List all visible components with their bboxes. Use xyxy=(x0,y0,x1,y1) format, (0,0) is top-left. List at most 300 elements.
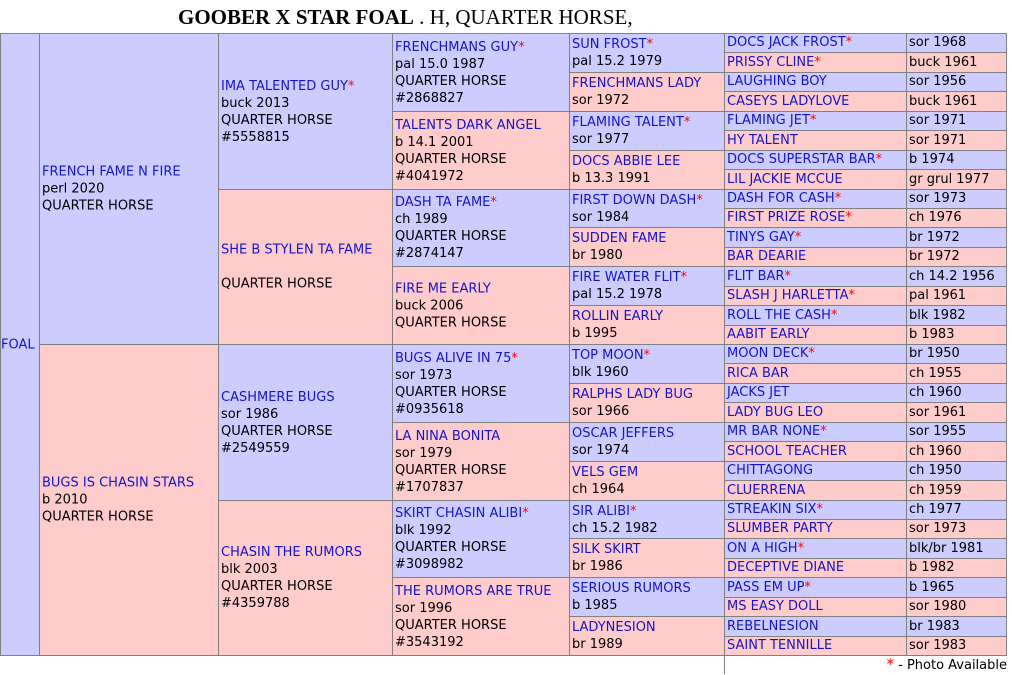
horse-detail: blk 1992 xyxy=(395,523,452,538)
horse-name-link[interactable]: DASH FOR CASH xyxy=(727,191,835,206)
gen5-detail-cell xyxy=(906,189,1007,209)
horse-detail: ch 1977 xyxy=(909,502,962,517)
photo-star-icon: * xyxy=(696,192,703,208)
horse-name-link[interactable]: ROLLIN EARLY xyxy=(572,309,664,324)
gen4-horse-info xyxy=(572,464,724,498)
horse-name-link[interactable]: SILK SKIRT xyxy=(572,542,641,557)
photo-star-icon: * xyxy=(814,55,821,70)
horse-name-link[interactable]: LA NINA BONITA xyxy=(395,428,501,444)
horse-name-link[interactable]: FRENCHMANS GUY xyxy=(395,39,519,55)
photo-star-icon: * xyxy=(797,541,805,556)
foal-cell xyxy=(0,33,40,656)
gen5-detail-cell xyxy=(906,227,1007,248)
photo-star-icon: * xyxy=(820,424,827,439)
horse-detail: QUARTER HORSE xyxy=(221,276,333,292)
gen5-name-cell xyxy=(724,538,907,559)
horse-detail: ch 14.2 1956 xyxy=(909,269,995,284)
gen5-detail-cell xyxy=(906,636,1007,656)
foal-inner xyxy=(1,336,39,353)
horse-detail: b 14.1 2001 xyxy=(395,134,474,150)
horse-detail: br 1983 xyxy=(909,619,960,634)
horse-detail: QUARTER HORSE xyxy=(42,509,154,525)
horse-detail: b 1982 xyxy=(909,560,955,575)
photo-star-icon: * xyxy=(834,191,842,206)
gen1-horse-info xyxy=(42,164,218,215)
gen5-name-cell xyxy=(724,616,907,637)
photo-star-icon: * xyxy=(845,210,852,225)
horse-detail: #0935618 xyxy=(395,401,464,417)
photo-star-icon: * xyxy=(886,655,894,673)
photo-star-icon: * xyxy=(848,288,856,303)
photo-star-icon: * xyxy=(816,502,824,517)
gen5-name-cell xyxy=(724,91,907,112)
gen4-horse-cell xyxy=(569,189,725,228)
photo-available-text: - Photo Available xyxy=(893,658,1007,673)
gen2-horse-cell xyxy=(218,189,393,345)
gen5-name-cell xyxy=(724,111,907,131)
gen5-name-cell xyxy=(724,305,907,326)
horse-name-link[interactable]: LADYNESION xyxy=(572,620,656,635)
gen3-horse-cell xyxy=(392,422,570,501)
horse-name-link[interactable]: REBELNESION xyxy=(727,619,819,634)
gen4-horse-info xyxy=(572,580,724,614)
gen5-detail-cell xyxy=(906,383,1007,403)
gen4-horse-info xyxy=(572,386,724,420)
horse-name-link[interactable]: CASEYS LADYLOVE xyxy=(727,94,850,109)
gen5-name-cell xyxy=(724,169,907,190)
gen4-horse-info xyxy=(572,347,724,381)
gen5-detail-cell xyxy=(906,72,1007,92)
horse-detail: QUARTER HORSE xyxy=(221,423,333,439)
gen5-detail-cell xyxy=(906,519,1007,539)
horse-detail: blk/br 1981 xyxy=(909,541,984,556)
horse-detail: sor 1971 xyxy=(909,133,967,148)
gen3-horse-cell xyxy=(392,33,570,112)
gen5-name-cell xyxy=(724,480,907,501)
gen4-horse-cell xyxy=(569,500,725,539)
gen5-name-cell xyxy=(724,500,907,520)
horse-detail: b 2010 xyxy=(42,492,88,508)
horse-detail: br 1972 xyxy=(909,249,960,264)
foal-label[interactable]: FOAL xyxy=(1,337,35,352)
horse-detail: buck 1961 xyxy=(909,94,978,109)
horse-detail: pal 15.2 1979 xyxy=(572,54,663,69)
gen5-name-cell xyxy=(724,208,907,228)
gen5-name-cell xyxy=(724,247,907,267)
gen3-horse-info xyxy=(395,428,569,496)
gen5-name-cell xyxy=(724,286,907,306)
horse-name-link[interactable]: JACKS JET xyxy=(727,385,790,400)
photo-star-icon: * xyxy=(511,350,518,366)
gen5-detail-cell xyxy=(906,52,1007,73)
horse-name-link[interactable]: SLUMBER PARTY xyxy=(727,521,833,536)
horse-detail: sor 1984 xyxy=(572,209,630,225)
gen4-horse-cell xyxy=(569,616,725,656)
gen5-detail-cell xyxy=(906,247,1007,267)
horse-detail: br 1986 xyxy=(572,559,623,574)
horse-detail: buck 1961 xyxy=(909,55,978,70)
horse-detail: buck 2013 xyxy=(221,95,290,111)
gen5-name-cell xyxy=(724,461,907,481)
gen5-name-cell xyxy=(724,577,907,598)
gen3-horse-cell xyxy=(392,500,570,578)
horse-name-link[interactable]: DECEPTIVE DIANE xyxy=(727,560,845,575)
gen3-horse-cell xyxy=(392,266,570,345)
horse-detail: sor 1971 xyxy=(909,113,967,128)
gen5-name-cell xyxy=(724,227,907,248)
gen4-horse-cell xyxy=(569,266,725,306)
horse-name-link[interactable]: FLIT BAR xyxy=(727,269,785,284)
gen5-detail-cell xyxy=(906,150,1007,170)
horse-name-link[interactable]: THE RUMORS ARE TRUE xyxy=(395,583,552,599)
horse-detail: QUARTER HORSE xyxy=(395,384,507,400)
horse-detail: perl 2020 xyxy=(42,181,105,197)
horse-detail: sor 1986 xyxy=(221,406,279,422)
gen5-name-cell xyxy=(724,422,907,442)
photo-star-icon: * xyxy=(680,270,688,285)
horse-detail: b 1965 xyxy=(909,580,955,595)
horse-detail: #4041972 xyxy=(395,168,464,184)
horse-detail: QUARTER HORSE xyxy=(395,462,507,478)
horse-name-link[interactable]: TOP MOON xyxy=(572,348,644,363)
horse-detail: sor 1972 xyxy=(572,93,630,108)
horse-name-link[interactable]: SERIOUS RUMORS xyxy=(572,581,691,596)
horse-name-link[interactable]: FIRE ME EARLY xyxy=(395,281,491,296)
horse-name-link[interactable]: SUN FROST xyxy=(572,37,647,52)
horse-name-link[interactable]: FRENCHMANS LADY xyxy=(572,76,702,91)
gen4-horse-cell xyxy=(569,150,725,190)
gen4-horse-cell xyxy=(569,111,725,151)
horse-name-link[interactable]: ROLL THE CASH xyxy=(727,308,831,323)
gen5-name-cell xyxy=(724,558,907,578)
horse-detail: sor 1980 xyxy=(909,599,967,614)
photo-star-icon: * xyxy=(518,39,525,55)
gen1-horse-cell xyxy=(39,344,219,656)
gen5-detail-cell xyxy=(906,130,1007,151)
horse-name-link[interactable]: LADY BUG LEO xyxy=(727,405,824,420)
horse-detail: QUARTER HORSE xyxy=(221,112,333,128)
gen2-horse-info xyxy=(221,544,392,612)
horse-detail: #2874147 xyxy=(395,246,464,261)
horse-name-link[interactable]: IMA TALENTED GUY xyxy=(221,78,348,94)
horse-name-link[interactable]: BUGS IS CHASIN STARS xyxy=(42,475,195,491)
horse-name-link[interactable]: FIRST DOWN DASH xyxy=(572,192,697,208)
horse-name-link[interactable]: RALPHS LADY BUG xyxy=(572,387,693,402)
horse-detail: sor 1973 xyxy=(909,191,967,206)
horse-detail: QUARTER HORSE xyxy=(395,315,507,330)
gen5-detail-cell xyxy=(906,325,1007,345)
gen2-horse-info xyxy=(221,242,392,293)
horse-name-link[interactable]: PRISSY CLINE xyxy=(727,55,815,70)
horse-name-link[interactable]: SKIRT CHASIN ALIBI xyxy=(395,506,523,521)
horse-name-link[interactable]: BUGS ALIVE IN 75 xyxy=(395,350,512,366)
gen4-horse-info xyxy=(572,192,724,226)
gen3-horse-info xyxy=(395,39,569,107)
gen4-horse-info xyxy=(572,269,724,303)
horse-name-link[interactable]: FLAMING JET xyxy=(727,113,810,128)
horse-name-link[interactable]: OSCAR JEFFERS xyxy=(572,426,675,441)
gen2-horse-cell xyxy=(218,33,393,190)
horse-name-link[interactable]: SIR ALIBI xyxy=(572,503,630,519)
gen5-detail-cell xyxy=(906,441,1007,462)
horse-detail: blk 1982 xyxy=(909,308,966,323)
gen5-name-cell xyxy=(724,189,907,209)
horse-name-link[interactable]: SLASH J HARLETTA xyxy=(727,288,849,303)
gen3-horse-cell xyxy=(392,344,570,423)
horse-detail: #2868827 xyxy=(395,90,464,106)
horse-name-link[interactable]: TALENTS DARK ANGEL xyxy=(395,117,541,133)
horse-detail: QUARTER HORSE xyxy=(395,540,507,555)
gen4-horse-cell xyxy=(569,305,725,345)
photo-star-icon: * xyxy=(490,195,497,210)
gen4-horse-info xyxy=(572,619,724,653)
gen5-detail-cell xyxy=(906,422,1007,442)
gen5-detail-cell xyxy=(906,538,1007,559)
horse-name-link[interactable]: AABIT EARLY xyxy=(727,327,810,342)
horse-name-link[interactable]: DASH TA FAME xyxy=(395,195,491,210)
gen4-horse-cell xyxy=(569,577,725,617)
horse-name-link[interactable]: ON A HIGH xyxy=(727,541,798,556)
horse-name-link[interactable]: MS EASY DOLL xyxy=(727,599,823,614)
horse-name-link[interactable]: MOON DECK xyxy=(727,346,809,361)
horse-detail: sor 1968 xyxy=(909,35,967,50)
gen5-detail-cell xyxy=(906,402,1007,423)
gen5-name-cell xyxy=(724,441,907,462)
gen3-horse-info xyxy=(395,117,569,185)
horse-name-link[interactable]: TINYS GAY xyxy=(727,230,795,245)
gen2-horse-cell xyxy=(218,344,393,501)
photo-star-icon: * xyxy=(683,115,691,130)
gen4-horse-cell xyxy=(569,33,725,73)
horse-detail: br 1980 xyxy=(572,248,623,263)
gen1-horse-info xyxy=(42,475,218,526)
photo-star-icon: * xyxy=(629,503,637,519)
horse-detail: ch 1964 xyxy=(572,482,625,497)
gen3-horse-cell xyxy=(392,189,570,267)
horse-name-link[interactable]: SAINT TENNILLE xyxy=(727,638,833,653)
horse-detail: ch 1959 xyxy=(909,483,962,498)
photo-star-icon: * xyxy=(784,269,791,284)
horse-detail: ch 1950 xyxy=(909,463,962,478)
horse-name-link[interactable]: FRENCH FAME N FIRE xyxy=(42,164,181,180)
horse-name-link[interactable]: MR BAR NONE xyxy=(727,424,821,439)
gen5-detail-cell xyxy=(906,500,1007,520)
horse-detail: br 1972 xyxy=(909,230,960,245)
horse-detail: sor 1956 xyxy=(909,74,967,89)
gen4-horse-cell xyxy=(569,461,725,501)
horse-name-link[interactable]: STREAKIN SIX xyxy=(727,502,817,517)
gen5-detail-cell xyxy=(906,33,1007,53)
gen3-horse-info xyxy=(395,194,569,262)
title-rest: . H, QUARTER HORSE, xyxy=(413,5,633,29)
pedigree-table xyxy=(0,33,1006,655)
horse-name-link[interactable]: DOCS JACK FROST xyxy=(727,35,846,50)
gen4-horse-cell xyxy=(569,383,725,423)
horse-name-link[interactable]: FIRE WATER FLIT xyxy=(572,270,681,285)
gen5-detail-cell xyxy=(906,597,1007,617)
horse-detail: ch 1976 xyxy=(909,210,962,225)
gen5-name-cell xyxy=(724,72,907,92)
horse-detail: QUARTER HORSE xyxy=(395,229,507,244)
photo-star-icon: * xyxy=(804,580,811,595)
horse-name-link[interactable]: DOCS SUPERSTAR BAR xyxy=(727,152,876,167)
photo-star-icon: * xyxy=(643,348,651,363)
gen4-horse-info xyxy=(572,230,724,264)
gen5-name-cell xyxy=(724,344,907,364)
photo-star-icon: * xyxy=(646,37,654,52)
horse-detail: sor 1974 xyxy=(572,443,630,458)
horse-name-link[interactable]: CASHMERE BUGS xyxy=(221,389,335,405)
horse-detail: ch 1960 xyxy=(909,444,962,459)
gen5-detail-cell xyxy=(906,305,1007,326)
horse-name-link[interactable]: LAUGHING BOY xyxy=(727,74,827,89)
horse-detail: sor 1977 xyxy=(572,132,630,147)
horse-detail: #4359788 xyxy=(221,596,290,611)
horse-detail: sor 1955 xyxy=(909,424,967,439)
photo-star-icon: * xyxy=(830,308,838,323)
gen5-detail-cell xyxy=(906,266,1007,287)
horse-detail: QUARTER HORSE xyxy=(395,617,507,633)
photo-star-icon: * xyxy=(845,35,853,50)
gen5-name-cell xyxy=(724,597,907,617)
gen4-horse-cell xyxy=(569,422,725,462)
horse-detail: sor 1966 xyxy=(572,404,630,419)
gen3-horse-cell xyxy=(392,577,570,656)
horse-name-link[interactable]: CHITTAGONG xyxy=(727,463,814,478)
horse-detail: #5558815 xyxy=(221,129,290,145)
horse-detail: b 1995 xyxy=(572,326,618,341)
horse-name-link[interactable]: LIL JACKIE MCCUE xyxy=(727,172,843,187)
gen4-horse-cell xyxy=(569,227,725,267)
gen3-horse-info xyxy=(395,280,569,331)
horse-detail: gr grul 1977 xyxy=(909,172,990,187)
gen5-name-cell xyxy=(724,383,907,403)
gen5-detail-cell xyxy=(906,558,1007,578)
horse-name-link[interactable]: FLAMING TALENT xyxy=(572,115,684,130)
gen5-name-cell xyxy=(724,33,907,53)
horse-detail: b 1985 xyxy=(572,598,618,613)
horse-name-link[interactable]: BAR DEARIE xyxy=(727,249,807,264)
gen5-name-cell xyxy=(724,636,907,656)
horse-detail: #1707837 xyxy=(395,479,464,495)
horse-name-link[interactable]: VELS GEM xyxy=(572,465,639,480)
horse-detail: sor 1973 xyxy=(909,521,967,536)
horse-detail: sor 1979 xyxy=(395,445,453,461)
horse-detail: ch 1955 xyxy=(909,366,962,381)
horse-name-link[interactable]: SCHOOL TEACHER xyxy=(727,444,847,459)
horse-detail: pal 1961 xyxy=(909,288,967,303)
horse-detail: pal 15.2 1978 xyxy=(572,287,663,302)
gen5-name-cell xyxy=(724,363,907,384)
horse-detail: b 1974 xyxy=(909,152,955,167)
gen4-horse-info xyxy=(572,36,724,70)
gen5-name-cell xyxy=(724,519,907,539)
gen2-horse-cell xyxy=(218,500,393,656)
horse-name-link[interactable]: FIRST PRIZE ROSE xyxy=(727,210,846,225)
gen5-detail-cell xyxy=(906,169,1007,190)
horse-name-link[interactable]: CLUERRENA xyxy=(727,483,806,498)
horse-name-link[interactable]: CHASIN THE RUMORS xyxy=(221,545,363,560)
gen5-name-cell xyxy=(724,266,907,287)
title-name: GOOBER X STAR FOAL xyxy=(178,5,414,29)
gen4-horse-info xyxy=(572,114,724,148)
horse-detail: pal 15.0 1987 xyxy=(395,56,486,72)
horse-name-link[interactable]: RICA BAR xyxy=(727,366,789,381)
gen3-horse-info xyxy=(395,583,569,651)
gen4-horse-info xyxy=(572,541,724,575)
horse-name-link[interactable]: DOCS ABBIE LEE xyxy=(572,154,681,169)
gen3-horse-cell xyxy=(392,111,570,190)
horse-detail: sor 1973 xyxy=(395,367,453,383)
page-title xyxy=(0,4,1012,30)
horse-detail: blk 1960 xyxy=(572,365,629,380)
horse-name-link[interactable]: SHE B STYLEN TA FAME xyxy=(221,242,373,258)
photo-star-icon: * xyxy=(808,346,815,361)
horse-name-link[interactable]: SUDDEN FAME xyxy=(572,231,667,246)
gen3-horse-info xyxy=(395,505,569,573)
horse-detail: QUARTER HORSE xyxy=(221,579,333,594)
gen5-name-cell xyxy=(724,150,907,170)
horse-detail: ch 1989 xyxy=(395,212,448,227)
gen4-horse-info xyxy=(572,75,724,109)
photo-available-legend xyxy=(724,655,1007,674)
gen5-detail-cell xyxy=(906,344,1007,364)
horse-detail: #2549559 xyxy=(221,440,290,456)
horse-detail: QUARTER HORSE xyxy=(42,198,154,214)
photo-star-icon: * xyxy=(347,78,355,94)
gen5-detail-cell xyxy=(906,91,1007,112)
gen4-horse-info xyxy=(572,503,724,537)
gen5-name-cell xyxy=(724,52,907,73)
horse-detail: ch 15.2 1982 xyxy=(572,520,658,536)
horse-detail: br 1989 xyxy=(572,637,623,652)
gen4-horse-info xyxy=(572,153,724,187)
gen5-detail-cell xyxy=(906,363,1007,384)
horse-detail: buck 2006 xyxy=(395,298,464,313)
horse-detail: sor 1961 xyxy=(909,405,967,420)
horse-detail: br 1950 xyxy=(909,346,960,361)
gen5-detail-cell xyxy=(906,616,1007,637)
gen4-horse-cell xyxy=(569,538,725,578)
horse-detail: b 13.3 1991 xyxy=(572,171,651,186)
gen5-detail-cell xyxy=(906,208,1007,228)
gen5-detail-cell xyxy=(906,480,1007,501)
gen5-name-cell xyxy=(724,402,907,423)
horse-name-link[interactable]: PASS EM UP xyxy=(727,580,805,595)
gen5-detail-cell xyxy=(906,461,1007,481)
gen3-horse-info xyxy=(395,350,569,418)
photo-star-icon: * xyxy=(794,230,802,245)
gen4-horse-info xyxy=(572,425,724,459)
gen5-detail-cell xyxy=(906,111,1007,131)
photo-star-icon: * xyxy=(522,506,529,521)
horse-detail: sor 1983 xyxy=(909,638,967,653)
gen4-horse-cell xyxy=(569,72,725,112)
horse-detail: blk 2003 xyxy=(221,562,278,577)
gen5-name-cell xyxy=(724,325,907,345)
horse-detail: #3543192 xyxy=(395,634,464,650)
gen2-horse-info xyxy=(221,389,392,457)
horse-name-link[interactable]: HY TALENT xyxy=(727,133,798,148)
gen5-detail-cell xyxy=(906,286,1007,306)
photo-star-icon: * xyxy=(875,152,883,167)
photo-star-icon: * xyxy=(809,113,817,128)
horse-detail: #3098982 xyxy=(395,557,464,572)
horse-detail: sor 1996 xyxy=(395,600,453,616)
gen5-name-cell xyxy=(724,130,907,151)
horse-detail: b 1983 xyxy=(909,327,955,342)
gen4-horse-cell xyxy=(569,344,725,384)
